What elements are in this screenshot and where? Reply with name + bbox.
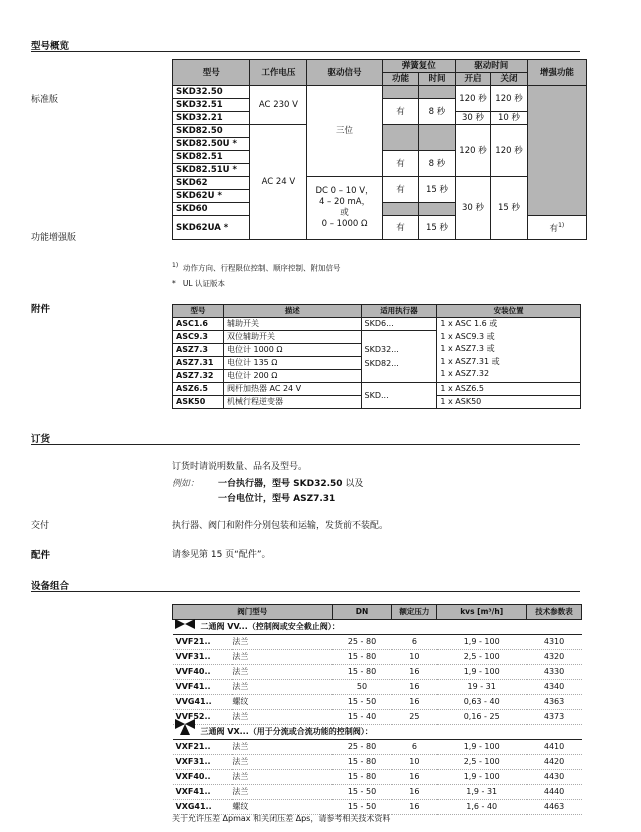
valve-datasheet: 4440: [527, 785, 582, 800]
valve-connection: 法兰: [232, 665, 332, 680]
th-enhanced: 增强功能: [527, 60, 586, 86]
acc-model: ASZ6.5: [173, 383, 224, 396]
valve-dn: 15 - 80: [332, 770, 392, 785]
th-acc-desc: 描述: [223, 305, 361, 318]
acc-model: ASC1.6: [173, 318, 224, 331]
valve-row: [173, 635, 582, 650]
open-time: 30 秒: [455, 177, 490, 240]
valve-row: [173, 740, 582, 755]
th-pressure: 额定压力: [392, 605, 437, 620]
spring-func: 有: [382, 216, 419, 240]
valve-model: VVF52..: [173, 710, 233, 725]
acc-mount: 1 x ASK50: [437, 396, 581, 409]
valve-datasheet: 4420: [527, 755, 582, 770]
valve-pressure: 16: [392, 695, 437, 710]
valve-row: [173, 680, 582, 695]
acc-desc: 电位计 200 Ω: [223, 370, 361, 383]
valve-datasheet: 4330: [527, 665, 582, 680]
model-cell: SKD62UA *: [173, 216, 250, 240]
delivery-text: 执行器、阀门和附件分别包装和运输，发货前不装配。: [172, 521, 389, 531]
model-cell: SKD62: [173, 177, 250, 190]
valve-dn: 15 - 50: [332, 695, 392, 710]
valve-kvs: 1,9 - 100: [437, 740, 527, 755]
spring-time: 8 秒: [419, 99, 456, 125]
th-kvs: kvs [m³/h]: [437, 605, 527, 620]
valve-datasheet: 4410: [527, 740, 582, 755]
open-time: 120 秒: [455, 125, 490, 177]
valve-dn: 25 - 80: [332, 740, 392, 755]
valve-kvs: 0,63 - 40: [437, 695, 527, 710]
valve-connection: 法兰: [232, 770, 332, 785]
acc-desc: 阀杆加热器 AC 24 V: [223, 383, 361, 396]
valve-pressure: 10: [392, 755, 437, 770]
valve-row: [173, 785, 582, 800]
acc-model: ASZ7.32: [173, 370, 224, 383]
section-rule: [31, 591, 580, 592]
open-time: 30 秒: [455, 112, 490, 125]
th-dn: DN: [332, 605, 392, 620]
th-acc-act: 适用执行器: [361, 305, 437, 318]
valve-row: [173, 650, 582, 665]
valve-kvs: 1,9 - 100: [437, 635, 527, 650]
spring-time: 15 秒: [419, 216, 456, 240]
valve-connection: 螺纹: [232, 800, 332, 815]
acc-model: ASZ7.3: [173, 344, 224, 357]
model-overview-table: [172, 59, 587, 240]
combos-footnote: 关于允许压差 Δpmax 和关闭压差 Δps，请参考相关技术资料: [172, 814, 391, 823]
valve-kvs: 1,9 - 100: [437, 665, 527, 680]
acc-desc: 辅助开关: [223, 318, 361, 331]
enhanced-cell: 有$^{1)}$: [527, 216, 586, 240]
valve-pressure: 25: [392, 710, 437, 725]
valve-row: [173, 695, 582, 710]
valve-datasheet: 4310: [527, 635, 582, 650]
spares-text: 请参见第 15 页“配件”。: [172, 550, 271, 560]
valve-pressure: 6: [392, 635, 437, 650]
combos-title: 设备组合: [31, 581, 70, 592]
acc-act: SKD32... SKD82...: [361, 331, 437, 383]
close-time: 15 秒: [491, 177, 528, 240]
acc-mount: 1 x ASC 1.6 或 1 x ASC9.3 或 1 x ASZ7.3 或 1 x ASZ7.31 或 1 x ASZ7.32: [437, 318, 581, 383]
two-way-valve-icon: [174, 618, 196, 630]
acc-act: SKD...: [361, 383, 437, 409]
valve-connection: 螺纹: [232, 695, 332, 710]
valve-kvs: 1,6 - 40: [437, 800, 527, 815]
valve-row: [173, 770, 582, 785]
spring-time: 15 秒: [419, 177, 456, 203]
accessories-table: [172, 304, 581, 409]
valve-connection: 法兰: [232, 755, 332, 770]
valve-dn: 15 - 80: [332, 755, 392, 770]
label-standard: 标准版: [31, 95, 59, 105]
valve-model: VXG41..: [173, 800, 233, 815]
valve-pressure: 16: [392, 680, 437, 695]
valve-group-title: 二通阀 VV...（控制阀或安全截止阀）：: [173, 620, 582, 635]
th-datasheet: 技术参数表: [527, 605, 582, 620]
spring-func: 有: [382, 151, 419, 177]
valve-datasheet: 4340: [527, 680, 582, 695]
th-acc-model: 型号: [173, 305, 224, 318]
valve-pressure: 16: [392, 800, 437, 815]
valve-model: VXF40..: [173, 770, 233, 785]
valve-kvs: 0,16 - 25: [437, 710, 527, 725]
spring-time: 8 秒: [419, 151, 456, 177]
valve-connection: 法兰: [232, 785, 332, 800]
example-line-1: 一台执行器，型号 SKD32.50 以及: [218, 479, 364, 489]
valve-dn: 15 - 50: [332, 800, 392, 815]
valve-model: VVG41..: [173, 695, 233, 710]
accessories-title: 附件: [31, 304, 51, 315]
example-line-2: 一台电位计，型号 ASZ7.31: [218, 494, 336, 504]
valve-kvs: 19 - 31: [437, 680, 527, 695]
valve-row: [173, 755, 582, 770]
acc-mount: 1 x ASZ6.5: [437, 383, 581, 396]
valve-pressure: 16: [392, 785, 437, 800]
three-way-valve-icon: [174, 716, 196, 736]
valve-model: VXF21..: [173, 740, 233, 755]
th-voltage: 工作电压: [250, 60, 307, 86]
acc-desc: 机械行程逆变器: [223, 396, 361, 409]
valve-datasheet: 4430: [527, 770, 582, 785]
valve-row: [173, 710, 582, 725]
valve-dn: 15 - 50: [332, 785, 392, 800]
valve-model: VVF40..: [173, 665, 233, 680]
valve-datasheet: 4320: [527, 650, 582, 665]
model-cell: SKD60: [173, 203, 250, 216]
close-time: 120 秒: [491, 86, 528, 112]
valve-model: VXF41..: [173, 785, 233, 800]
valve-pressure: 16: [392, 770, 437, 785]
close-time: 120 秒: [491, 125, 528, 177]
valve-kvs: 2,5 - 100: [437, 755, 527, 770]
open-time: 120 秒: [455, 86, 490, 112]
valve-group-title: 三通阀 VX...（用于分流或合流功能的控制阀）：: [173, 725, 582, 740]
valve-kvs: 1,9 - 31: [437, 785, 527, 800]
valve-combination-table: [172, 604, 582, 815]
valve-pressure: 16: [392, 665, 437, 680]
valve-connection: 法兰: [232, 740, 332, 755]
valve-connection: 法兰: [232, 650, 332, 665]
model-cell: SKD82.50: [173, 125, 250, 138]
valve-pressure: 10: [392, 650, 437, 665]
acc-model: ASC9.3: [173, 331, 224, 344]
model-cell: SKD32.21: [173, 112, 250, 125]
example-label: 例如：: [172, 479, 200, 489]
valve-connection: 法兰: [232, 680, 332, 695]
valve-kvs: 2,5 - 100: [437, 650, 527, 665]
valve-datasheet: 4373: [527, 710, 582, 725]
th-open: 开启: [455, 73, 490, 86]
acc-desc: 电位计 135 Ω: [223, 357, 361, 370]
valve-model: VVF31..: [173, 650, 233, 665]
valve-model: VXF31..: [173, 755, 233, 770]
valve-dn: 50: [332, 680, 392, 695]
valve-connection: 法兰: [232, 635, 332, 650]
valve-datasheet: 4363: [527, 695, 582, 710]
section-rule: [31, 444, 580, 445]
spares-label: 配件: [31, 550, 51, 561]
valve-dn: 25 - 80: [332, 635, 392, 650]
model-cell: SKD82.50U *: [173, 138, 250, 151]
overview-title: 型号概览: [31, 41, 70, 52]
th-close: 关闭: [491, 73, 528, 86]
model-cell: SKD82.51: [173, 151, 250, 164]
valve-model: VVF41..: [173, 680, 233, 695]
signal-cell: 三位: [307, 86, 382, 177]
model-cell: SKD32.51: [173, 99, 250, 112]
valve-pressure: 6: [392, 740, 437, 755]
acc-desc: 双位辅助开关: [223, 331, 361, 344]
th-spring: 弹簧复位: [382, 60, 455, 73]
valve-row: [173, 665, 582, 680]
acc-model: ASZ7.31: [173, 357, 224, 370]
valve-dn: 15 - 80: [332, 665, 392, 680]
th-signal: 驱动信号: [307, 60, 382, 86]
ordering-text: 订货时请说明数量、品名及型号。: [172, 462, 308, 472]
acc-desc: 电位计 1000 Ω: [223, 344, 361, 357]
valve-dn: 15 - 80: [332, 650, 392, 665]
valve-datasheet: 4463: [527, 800, 582, 815]
acc-model: ASK50: [173, 396, 224, 409]
signal-cell-analog: DC 0 – 10 V， 4 – 20 mA， 或 0 – 1000 Ω: [307, 177, 382, 240]
model-cell: SKD32.50: [173, 86, 250, 99]
footnote-2: * UL 认证版本: [172, 279, 225, 288]
th-runtime: 驱动时间: [455, 60, 527, 73]
valve-dn: 15 - 40: [332, 710, 392, 725]
spring-func: 有: [382, 177, 419, 203]
acc-act: SKD6...: [361, 318, 437, 331]
footnote-1: $^{1)}$ 动作方向、行程限位控制、顺序控制、附加信号: [172, 262, 341, 273]
valve-kvs: 1,9 - 100: [437, 770, 527, 785]
model-cell: SKD62U *: [173, 190, 250, 203]
close-time: 10 秒: [491, 112, 528, 125]
voltage-cell: AC 24 V: [250, 125, 307, 240]
label-enhanced: 功能增强版: [31, 233, 77, 243]
th-spring-func: 功能: [382, 73, 419, 86]
voltage-cell: AC 230 V: [250, 86, 307, 125]
th-spring-time: 时间: [419, 73, 456, 86]
spring-func: 有: [382, 99, 419, 125]
valve-model: VVF21..: [173, 635, 233, 650]
section-rule: [31, 51, 580, 52]
delivery-label: 交付: [31, 521, 50, 531]
ordering-title: 订货: [31, 434, 51, 445]
valve-connection: 法兰: [232, 710, 332, 725]
th-model: 型号: [173, 60, 250, 86]
model-cell: SKD82.51U *: [173, 164, 250, 177]
th-acc-mount: 安装位置: [437, 305, 581, 318]
th-valve: 阀门型号: [173, 605, 333, 620]
